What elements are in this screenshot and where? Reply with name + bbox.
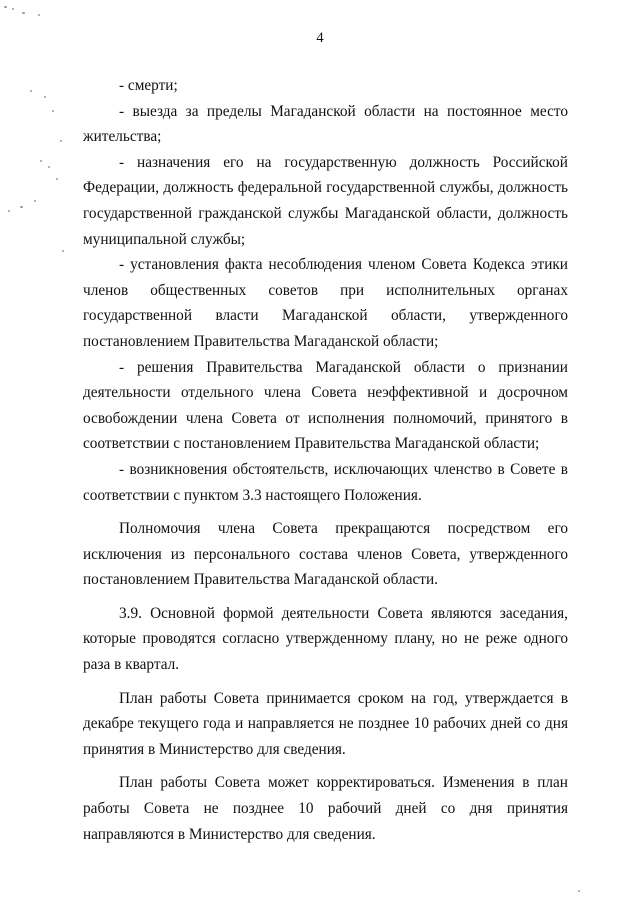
list-item-government-decision: - решения Правительства Магаданской области о признании деятельности отдельного члена Совета неэффективной и досрочном освобождении члена Совета от исполнения полномочий, принятого в соответствии с постановлением Правительства Магаданской области; [83, 358, 568, 453]
paragraph-3-9: 3.9. Основной формой деятельности Совета являются заседания, которые проводятся согласно утвержденному плану, но не реже одного раза в квартал. [83, 604, 568, 674]
paragraph-plan-changes: План работы Совета может корректироваться. Изменения в план работы Совета не позднее 10 рабочий дней со дня принятия направляются в Министерство для сведения. [83, 774, 568, 843]
page-number: 4 [316, 30, 324, 46]
list-item-excluding-circumstances: - возникновения обстоятельств, исключающих членство в Совете в соответствии с пунктом 3.3 настоящего Положения. [83, 460, 568, 504]
list-item-death: - смерти; [119, 77, 178, 94]
list-item-ethics-violation: - установления факта несоблюдения членом Совета Кодекса этики членов общественных советов при исполнительных органах государственной власти Магаданской области, утвержденного постановлением Правительства Магаданской области; [83, 256, 568, 350]
paragraph-termination: Полномочия члена Совета прекращаются посредством его исключения из персонального состава членов Совета, утвержденного постановлением Правительства Магаданской области. [83, 520, 568, 589]
list-item-relocation: - выезда за пределы Магаданской области на постоянное место жительства; [83, 102, 568, 146]
paragraph-work-plan: План работы Совета принимается сроком на год, утверждается в декабре текущего года и направляется не позднее 10 рабочих дней со дня принятия в Министерство для сведения. [83, 689, 568, 758]
document-body [83, 73, 568, 847]
list-item-appointment: - назначения его на государственную должность Российской Федерации, должность федеральной государственной службы, должность государственной гражданской службы Магаданской области, должность муниципальной службы; [83, 153, 568, 248]
